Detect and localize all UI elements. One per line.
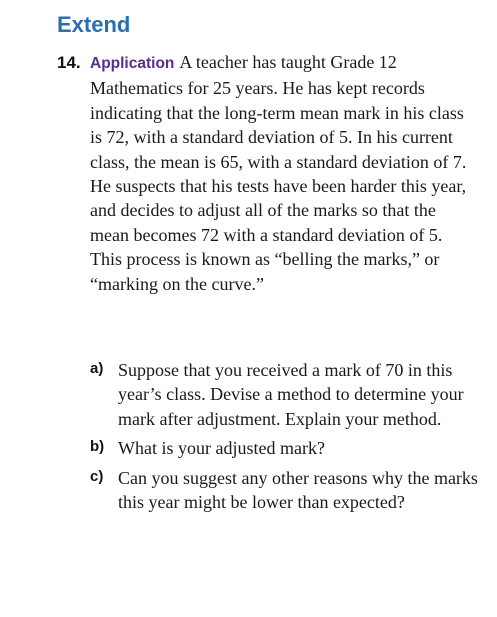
problem-part-a <box>90 358 480 431</box>
problem-part-b <box>90 436 480 460</box>
part-letter: c) <box>90 467 104 485</box>
problem-number: 14. <box>57 53 81 72</box>
part-letter: a) <box>90 360 104 377</box>
section-title: Extend <box>57 12 131 37</box>
problem-statement: A teacher has taught Grade 12 Mathematics for 25 years. He has kept records indicating that the long-term mean mark in his class is 72, with a standard deviation of 5. In his current class, the mean is 65, with a standard deviation of 7. He suspects that his tests have been harder this year, and decides to adjust all of the marks so that the mean becomes 72 with a standard deviation of 5. This process is known as “belling the marks,” or “marking on the curve.” <box>90 52 467 294</box>
part-text: Can you suggest any other reasons why the marks this year might be lower than expected? <box>118 467 478 513</box>
problem-category-label: Application <box>90 55 175 72</box>
part-letter: b) <box>90 438 105 456</box>
problem-part-c <box>90 466 480 515</box>
part-text: What is your adjusted mark? <box>118 438 325 459</box>
problem-14 <box>57 50 477 296</box>
problem-parts-list <box>90 358 480 519</box>
problem-body <box>90 50 477 296</box>
part-text: Suppose that you received a mark of 70 in this year’s class. Devise a method to determine your mark after adjustment. Explain your method. <box>118 360 464 429</box>
